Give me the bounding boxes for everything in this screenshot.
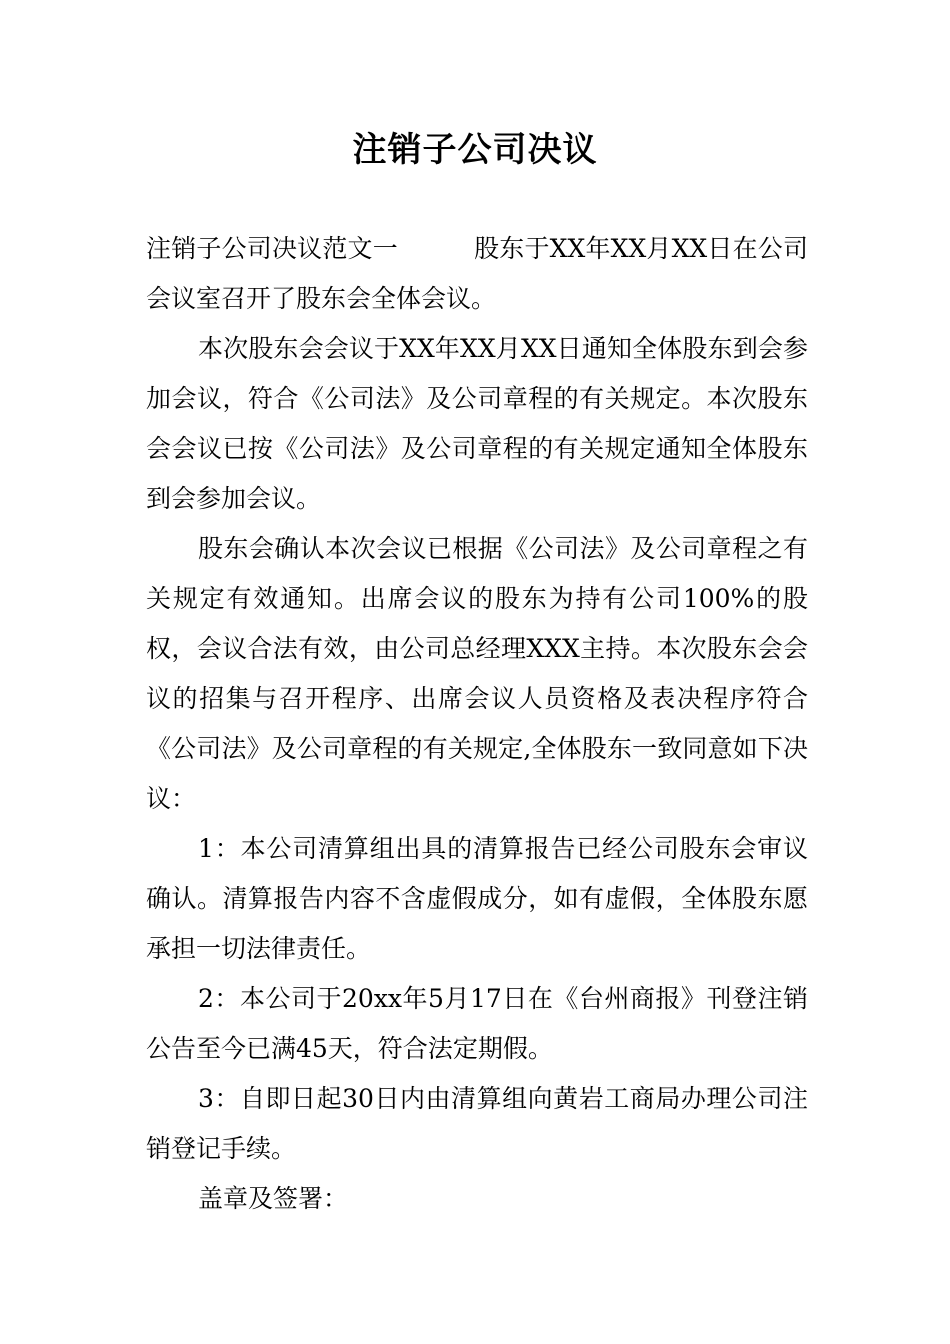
document-body bbox=[146, 224, 808, 1224]
document-title: 注销子公司决议 bbox=[352, 130, 598, 170]
resolution-item-3: 3：自即日起30日内由清算组向黄岩工商局办理公司注销登记手续。 bbox=[146, 1084, 808, 1163]
intro-paragraph bbox=[146, 224, 808, 324]
intro-heading: 注销子公司决议范文一 bbox=[146, 234, 398, 263]
paragraph-notice: 本次股东会会议于XX年XX月XX日通知全体股东到会参加会议，符合《公司法》及公司章程的有关规定。本次股东会会议已按《公司法》及公司章程的有关规定通知全体股东到会参加会议。 bbox=[146, 334, 808, 513]
intro-text: 股东于XX年XX月XX日在公司会议室召开了股东会全体会议。 bbox=[146, 234, 808, 313]
paragraph-confirmation: 股东会确认本次会议已根据《公司法》及公司章程之有关规定有效通知。出席会议的股东为持有公司100%的股权，会议合法有效，由公司总经理XXX主持。本次股东会会议的招集与召开程序、出席会议人员资格及表决程序符合《公司法》及公司章程的有关规定,全体股东一致同意如下决议： bbox=[146, 534, 808, 813]
resolution-item-1: 1：本公司清算组出具的清算报告已经公司股东会审议确认。清算报告内容不含虚假成分，如有虚假，全体股东愿承担一切法律责任。 bbox=[146, 834, 808, 963]
resolution-item-2: 2：本公司于20xx年5月17日在《台州商报》刊登注销公告至今已满45天，符合法定期假。 bbox=[146, 984, 808, 1063]
signature-line: 盖章及签署： bbox=[198, 1184, 349, 1213]
